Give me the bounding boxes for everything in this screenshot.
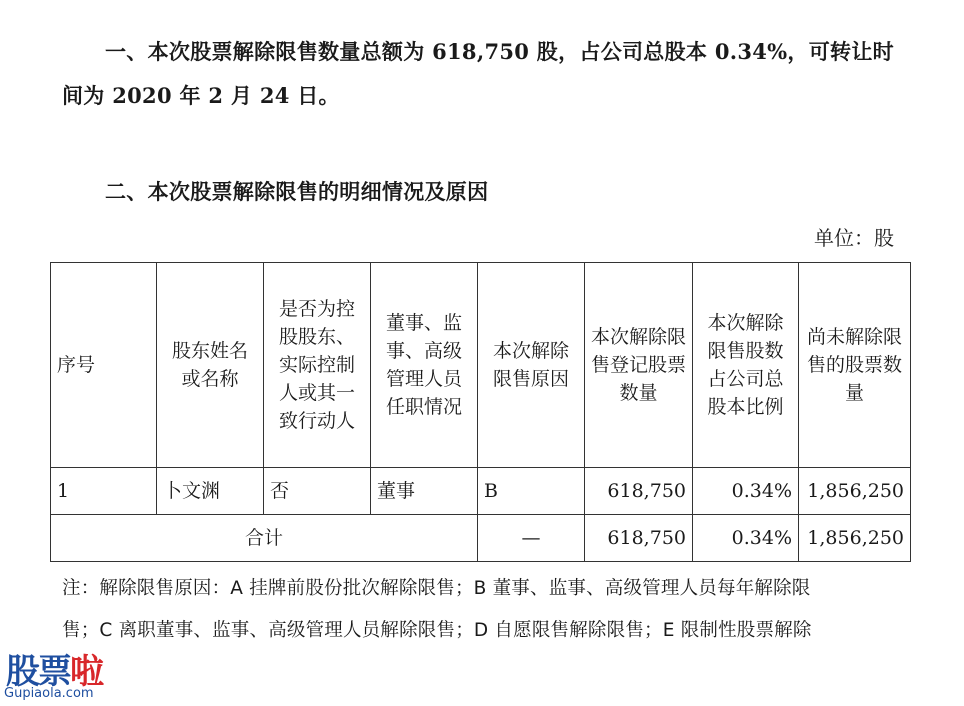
header-cell: 股东姓名或名称 xyxy=(157,263,264,468)
table-row xyxy=(51,468,911,515)
unlock-detail-table xyxy=(50,262,911,562)
total-remaining: 1,856,250 xyxy=(799,515,911,562)
header-cell: 本次解除限售原因 xyxy=(478,263,585,468)
total-label: 合计 xyxy=(51,515,478,562)
total-ratio: 0.34% xyxy=(693,515,799,562)
section-heading-2: 二、本次股票解除限售的明细情况及原因 xyxy=(105,179,489,204)
row-number: 1 xyxy=(51,468,157,515)
remaining-quantity: 1,856,250 xyxy=(799,468,911,515)
header-cell: 本次解除限售股数占公司总股本比例 xyxy=(693,263,799,468)
header-cell: 序号 xyxy=(51,263,157,468)
header-cell: 本次解除限售登记股票数量 xyxy=(585,263,693,468)
controller-flag: 否 xyxy=(264,468,371,515)
header-cell: 尚未解除限售的股票数量 xyxy=(799,263,911,468)
watermark-logo xyxy=(0,644,128,706)
unlock-reason: B xyxy=(478,468,585,515)
note-line-1: 注：解除限售原因：A 挂牌前股份批次解除限售；B 董事、监事、高级管理人员每年解除限 xyxy=(62,578,811,599)
watermark-cn-part2: 啦 xyxy=(70,652,102,692)
total-reason: — xyxy=(478,515,585,562)
header-cell: 董事、监事、高级管理人员任职情况 xyxy=(371,263,478,468)
table-header-row xyxy=(51,263,911,468)
note-line-2: 售；C 离职董事、监事、高级管理人员解除限售；D 自愿限售解除限售；E 限制性股票解除 xyxy=(62,620,812,641)
unlock-ratio: 0.34% xyxy=(693,468,799,515)
paragraph-1: 一、本次股票解除限售数量总额为 618,750 股，占公司总股本 0.34%，可转让时间为 2020 年 2 月 24 日。 xyxy=(62,39,894,108)
header-cell: 是否为控股股东、实际控制人或其一致行动人 xyxy=(264,263,371,468)
unit-label: 单位：股 xyxy=(814,226,894,250)
table-total-row xyxy=(51,515,911,562)
unlock-quantity: 618,750 xyxy=(585,468,693,515)
shareholder-name: 卜文渊 xyxy=(157,468,264,515)
watermark-en: Gupiaola.com xyxy=(4,686,94,701)
total-quantity: 618,750 xyxy=(585,515,693,562)
watermark-cn-part1: 股票 xyxy=(6,652,70,692)
position: 董事 xyxy=(371,468,478,515)
